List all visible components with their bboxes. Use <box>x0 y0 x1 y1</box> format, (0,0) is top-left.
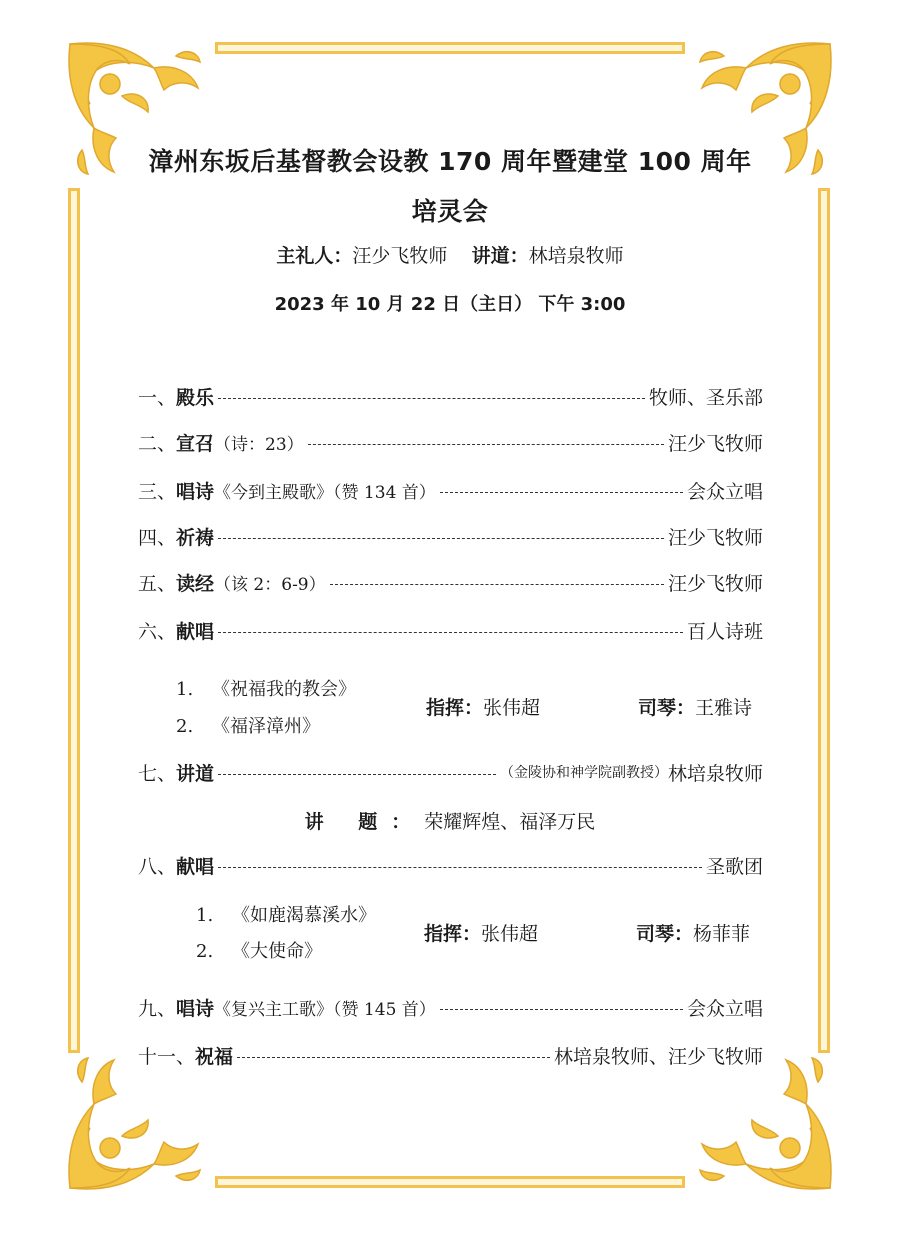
frame-right-bar <box>818 188 830 1053</box>
corner-ornament-bottom-left <box>64 1054 204 1194</box>
sermon-topic-label: 讲 题： <box>304 811 425 833</box>
dotted-leader <box>330 584 664 585</box>
sermon-topic-text: 荣耀辉煌、福泽万民 <box>424 811 596 833</box>
program-item <box>138 475 763 505</box>
preacher-label: 讲道： <box>471 245 529 267</box>
item-name: 讲道 <box>176 762 215 785</box>
item-note: 《复兴主工歌》（赞 145 首） <box>214 999 436 1020</box>
conductor-name: 张伟超 <box>483 697 541 719</box>
preacher-name: 林培泉牧师 <box>528 245 624 267</box>
conductor-name: 张伟超 <box>481 923 539 945</box>
song-index: 1. <box>196 905 214 926</box>
pianist-name: 王雅诗 <box>695 697 753 719</box>
frame-top-bar <box>215 42 685 54</box>
conductor-credit <box>426 693 540 720</box>
item-note: 《今到主殿歌》（赞 134 首） <box>214 482 436 503</box>
item-note: （金陵协和神学院副教授） <box>499 765 668 781</box>
song-entry <box>196 901 376 927</box>
item-person: 汪少飞牧师 <box>667 526 763 549</box>
dotted-leader <box>218 867 702 868</box>
document-title: 漳州东坂后基督教会设教 170 周年暨建堂 100 周年 <box>148 147 752 176</box>
program-item <box>138 850 763 880</box>
conductor-label: 指挥： <box>426 697 484 719</box>
item-number: 八、 <box>138 855 177 878</box>
item-person: 百人诗班 <box>686 620 763 643</box>
item-number: 九、 <box>138 997 177 1020</box>
item-person: 汪少飞牧师 <box>667 432 763 455</box>
pianist-label: 司琴： <box>638 697 696 719</box>
pianist-credit <box>638 693 752 720</box>
program-item <box>138 427 763 457</box>
song-entry <box>176 675 356 701</box>
song-entry <box>196 937 322 963</box>
song-title: 《大使命》 <box>232 941 322 962</box>
pianist-name: 杨菲菲 <box>693 923 751 945</box>
dotted-leader <box>440 492 683 493</box>
document-subtitle: 培灵会 <box>411 197 489 226</box>
item-name: 祝福 <box>195 1045 234 1068</box>
item-person: 会众立唱 <box>686 997 763 1020</box>
item-person: 汪少飞牧师 <box>667 572 763 595</box>
program-item <box>138 757 763 787</box>
item-person: 牧师、圣乐部 <box>648 386 763 409</box>
sermon-topic <box>120 807 780 834</box>
item-name: 献唱 <box>176 620 215 643</box>
presider-label: 主礼人： <box>276 245 353 267</box>
dotted-leader <box>218 632 683 633</box>
dotted-leader <box>440 1009 683 1010</box>
event-datetime: 2023 年 10 月 22 日（主日） 下午 3:00 <box>274 294 626 315</box>
item-number: 十一、 <box>138 1045 196 1068</box>
song-entry <box>176 712 320 738</box>
program-item <box>138 615 763 645</box>
program-item <box>138 992 763 1022</box>
program-item <box>138 381 763 411</box>
song-index: 2. <box>176 716 194 737</box>
frame-bottom-bar <box>215 1176 685 1188</box>
item-note: （诗：23） <box>214 434 304 455</box>
item-person: 会众立唱 <box>686 480 763 503</box>
program-item <box>138 521 763 551</box>
item-person: 林培泉牧师、汪少飞牧师 <box>553 1045 763 1068</box>
corner-ornament-bottom-right <box>696 1054 836 1194</box>
dotted-leader <box>308 444 664 445</box>
song-index: 2. <box>196 941 214 962</box>
song-title: 《如鹿渴慕溪水》 <box>232 905 376 926</box>
dotted-leader <box>218 774 496 775</box>
program-item <box>138 1040 763 1070</box>
item-name: 宣召 <box>176 432 215 455</box>
item-number: 一、 <box>138 386 177 409</box>
dotted-leader <box>218 538 664 539</box>
presider-name: 汪少飞牧师 <box>352 245 448 267</box>
item-name: 唱诗 <box>176 480 215 503</box>
item-number: 三、 <box>138 480 177 503</box>
song-title: 《祝福我的教会》 <box>212 679 356 700</box>
item-name: 唱诗 <box>176 997 215 1020</box>
item-number: 四、 <box>138 526 177 549</box>
item-number: 二、 <box>138 432 177 455</box>
item-person: 林培泉牧师 <box>667 762 763 785</box>
song-title: 《福泽漳州》 <box>212 716 320 737</box>
officiant-line <box>120 241 780 268</box>
item-name: 读经 <box>176 572 215 595</box>
frame-left-bar <box>68 188 80 1053</box>
item-name: 献唱 <box>176 855 215 878</box>
song-index: 1. <box>176 679 194 700</box>
item-note: （该 2：6-9） <box>214 574 326 595</box>
item-person: 圣歌团 <box>705 855 763 878</box>
conductor-label: 指挥： <box>424 923 482 945</box>
pianist-label: 司琴： <box>636 923 694 945</box>
item-number: 七、 <box>138 762 177 785</box>
dotted-leader <box>237 1057 550 1058</box>
dotted-leader <box>218 398 645 399</box>
program-item <box>138 567 763 597</box>
conductor-credit <box>424 919 538 946</box>
item-name: 祈祷 <box>176 526 215 549</box>
item-number: 五、 <box>138 572 177 595</box>
item-number: 六、 <box>138 620 177 643</box>
item-name: 殿乐 <box>176 386 215 409</box>
pianist-credit <box>636 919 750 946</box>
